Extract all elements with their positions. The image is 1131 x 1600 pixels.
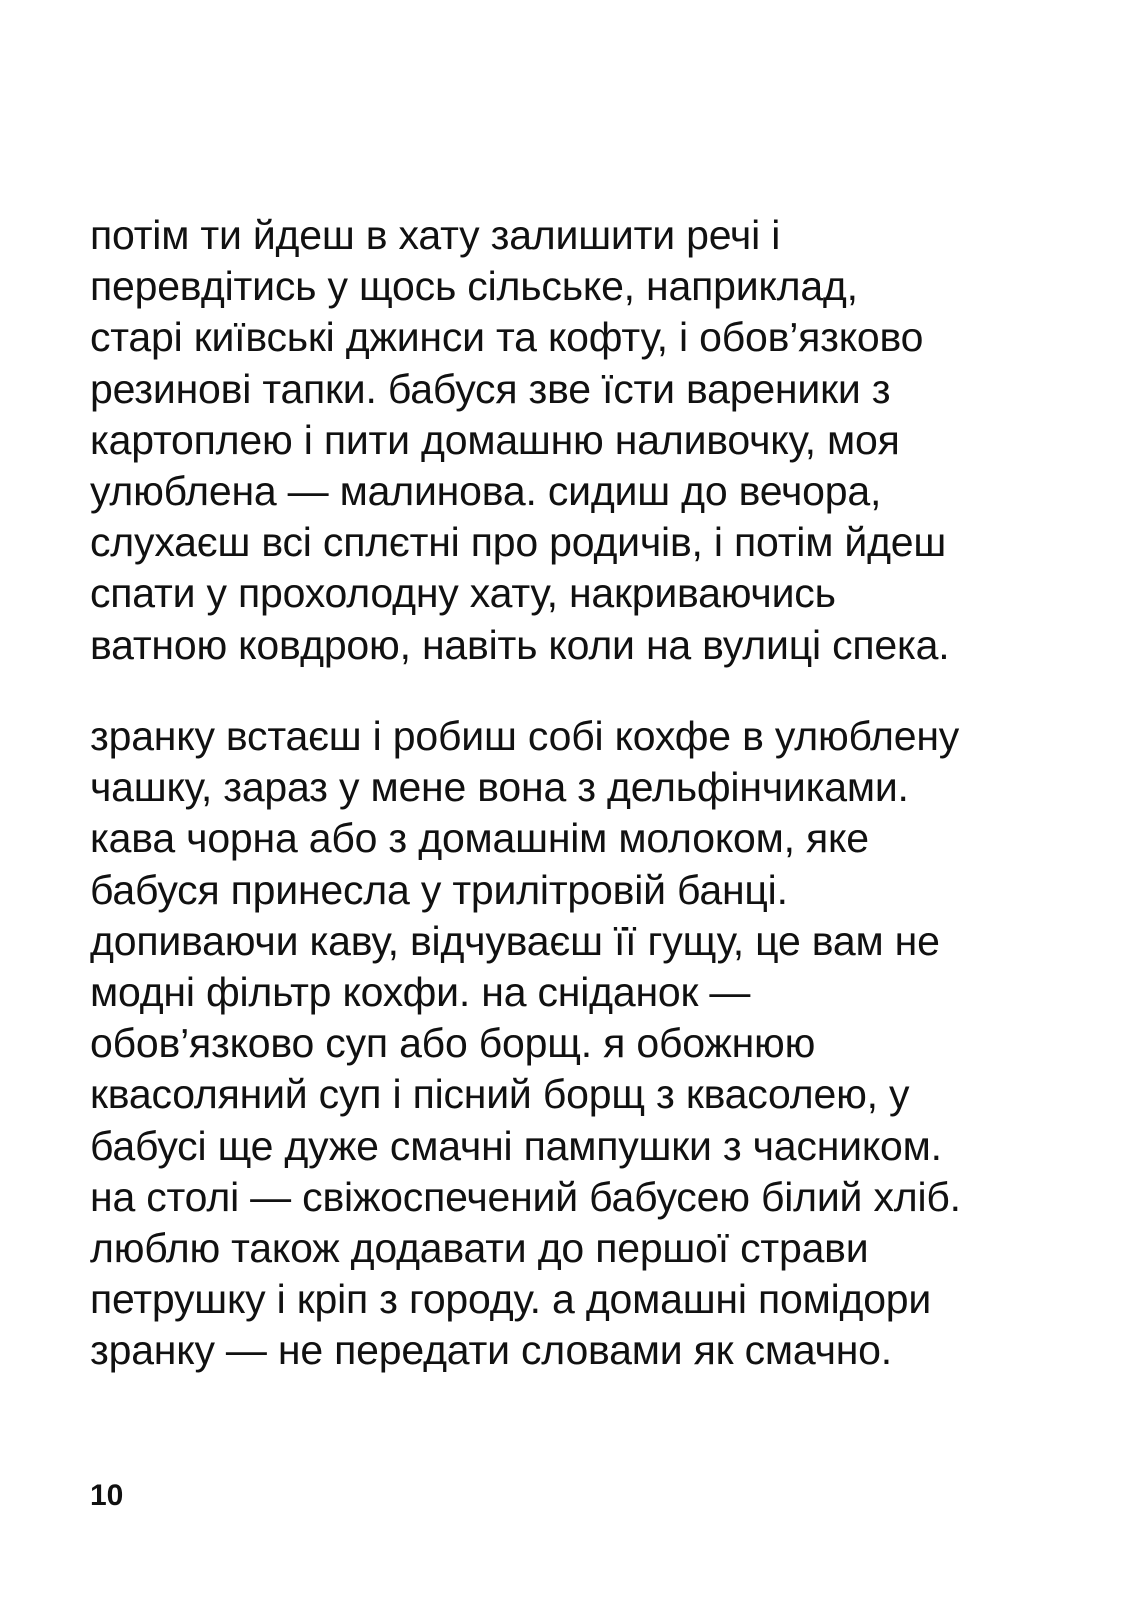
text-line: обов’язково суп або борщ. я обожнюю — [90, 1020, 816, 1067]
text-line: чашку, зараз у мене вона з дельфінчиками. — [90, 764, 909, 811]
text-line: слухаєш всі сплєтні про родичів, і потім йдеш — [90, 519, 947, 566]
text-line: потім ти йдеш в хату залишити речі і — [90, 212, 781, 258]
text-line: допиваючи каву, відчуваєш її гущу, це вам не — [90, 917, 940, 964]
text-line: бабуся принесла у трилітровій банці. — [90, 866, 788, 913]
paragraph-1 — [90, 210, 1090, 671]
text-line: улюблена — малинова. сидиш до вечора, — [90, 468, 882, 515]
text-line: спати у прохолодну хату, накриваючись — [90, 570, 836, 617]
text-line: петрушку і кріп з городу. а домашні помідори — [90, 1276, 932, 1323]
text-line: ватною ковдрою, навіть коли на вулиці спека. — [90, 621, 950, 668]
text-line: картоплею і пити домашню наливочку, моя — [90, 416, 900, 463]
text-line: зранку встаєш і робиш собі кохфе в улюблену — [90, 713, 960, 759]
text-line: перевдітись у щось сільське, наприклад, — [90, 263, 858, 310]
paragraph-2 — [90, 711, 1090, 1377]
page-number: 10 — [90, 1479, 124, 1512]
text-line: на столі — свіжоспечений бабусею білий хліб. — [90, 1173, 961, 1220]
text-line: резинові тапки. бабуся зве їсти вареники з — [90, 365, 891, 412]
text-line: модні фільтр кохфи. на сніданок — — [90, 969, 751, 1016]
text-line: квасоляний суп і пісний борщ з квасолею, у — [90, 1071, 910, 1118]
text-line: кава чорна або з домашнім молоком, яке — [90, 815, 869, 862]
text-line: бабусі ще дуже смачні пампушки з часником. — [90, 1122, 942, 1169]
text-line: старі київські джинси та кофту, і обов’язково — [90, 314, 924, 361]
text-line: люблю також додавати до першої страви — [90, 1225, 869, 1272]
text-line: зранку — не передати словами як смачно. — [90, 1327, 892, 1374]
